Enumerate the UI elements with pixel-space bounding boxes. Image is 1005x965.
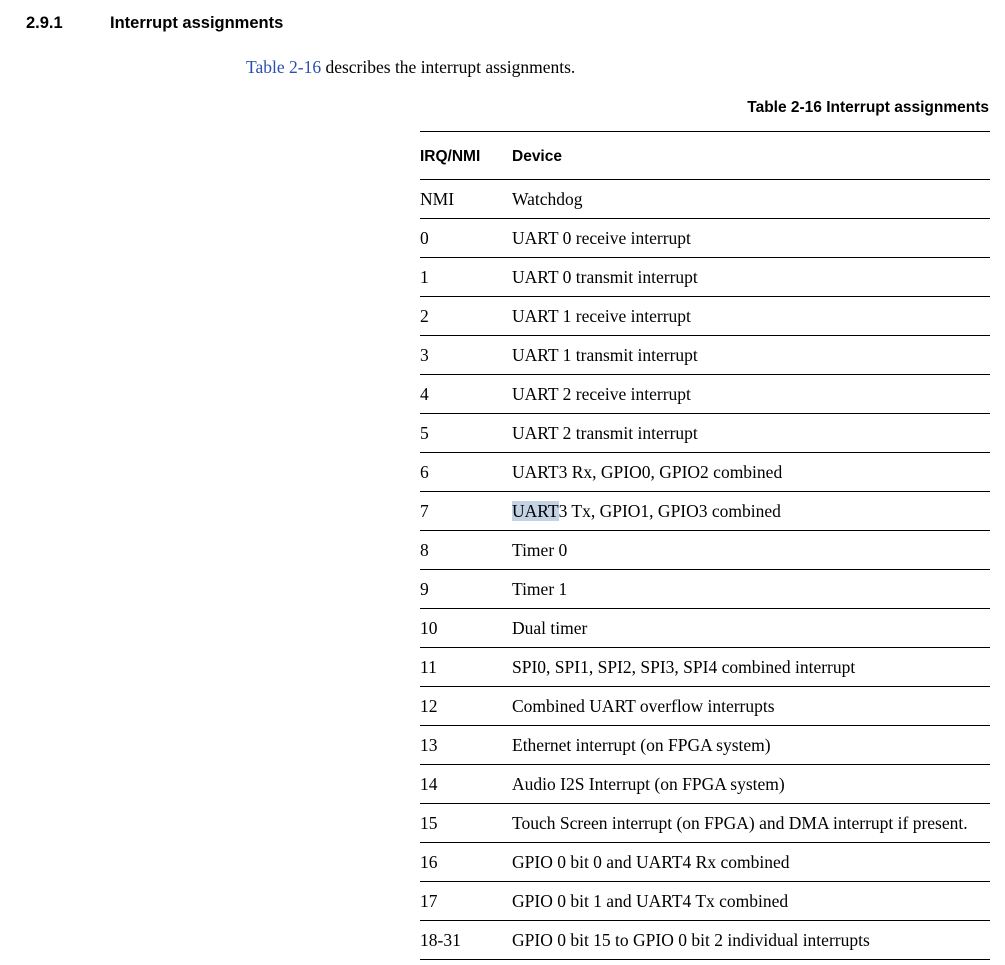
cell-device: UART 0 transmit interrupt (512, 258, 990, 297)
cell-device: UART 2 transmit interrupt (512, 414, 990, 453)
table-row (420, 687, 990, 726)
cell-device: Watchdog (512, 180, 990, 219)
table-caption: Table 2-16 Interrupt assignments (747, 99, 989, 116)
cell-irq: 0 (420, 219, 512, 258)
table-row (420, 765, 990, 804)
cell-irq: 9 (420, 570, 512, 609)
cell-irq: 5 (420, 414, 512, 453)
cell-irq: 1 (420, 258, 512, 297)
cell-irq: 8 (420, 531, 512, 570)
cell-device: GPIO 0 bit 0 and UART4 Rx combined (512, 843, 990, 882)
cell-irq: 7 (420, 492, 512, 531)
table-row (420, 375, 990, 414)
cell-irq: 14 (420, 765, 512, 804)
cell-device: UART 1 transmit interrupt (512, 336, 990, 375)
cell-device: UART 2 receive interrupt (512, 375, 990, 414)
cell-irq: 18-31 (420, 921, 512, 960)
cell-device: Timer 1 (512, 570, 990, 609)
section-heading (26, 14, 283, 33)
table-row (420, 336, 990, 375)
table-row (420, 297, 990, 336)
cell-irq: 13 (420, 726, 512, 765)
cell-irq: 4 (420, 375, 512, 414)
cell-device: SPI0, SPI1, SPI2, SPI3, SPI4 combined interrupt (512, 648, 990, 687)
cell-irq: 6 (420, 453, 512, 492)
cell-device: Ethernet interrupt (on FPGA system) (512, 726, 990, 765)
cell-device: Timer 0 (512, 531, 990, 570)
table-row (420, 414, 990, 453)
table-row (420, 258, 990, 297)
section-number: 2.9.1 (26, 14, 63, 32)
text-selection-highlight: UART (512, 501, 559, 521)
cell-device-text: 3 Tx, GPIO1, GPIO3 combined (558, 501, 781, 521)
cell-device: GPIO 0 bit 15 to GPIO 0 bit 2 individual interrupts (512, 921, 990, 960)
cell-device: UART 0 receive interrupt (512, 219, 990, 258)
table-row (420, 882, 990, 921)
table-row (420, 492, 990, 531)
cell-irq: 2 (420, 297, 512, 336)
cell-irq: 15 (420, 804, 512, 843)
table-row (420, 609, 990, 648)
table-row (420, 843, 990, 882)
table-row (420, 921, 990, 960)
column-header-device: Device (512, 132, 990, 180)
table-row (420, 531, 990, 570)
cell-irq: NMI (420, 180, 512, 219)
cell-irq: 17 (420, 882, 512, 921)
cell-device: Touch Screen interrupt (on FPGA) and DMA interrupt if present. (512, 804, 990, 843)
interrupt-assignments-table (420, 131, 990, 960)
table-row (420, 453, 990, 492)
column-header-irq: IRQ/NMI (420, 132, 512, 180)
table-row (420, 648, 990, 687)
cell-irq: 10 (420, 609, 512, 648)
cell-device (512, 492, 990, 531)
table-row (420, 219, 990, 258)
table-row (420, 726, 990, 765)
section-title: Interrupt assignments (110, 14, 284, 32)
table-row (420, 180, 990, 219)
cell-irq: 16 (420, 843, 512, 882)
cell-device: Combined UART overflow interrupts (512, 687, 990, 726)
table-row (420, 804, 990, 843)
intro-text: describes the interrupt assignments. (321, 57, 576, 77)
cell-irq: 12 (420, 687, 512, 726)
cell-device: GPIO 0 bit 1 and UART4 Tx combined (512, 882, 990, 921)
intro-paragraph (246, 56, 575, 78)
cell-device: UART 1 receive interrupt (512, 297, 990, 336)
cell-irq: 3 (420, 336, 512, 375)
cell-irq: 11 (420, 648, 512, 687)
cell-device: UART3 Rx, GPIO0, GPIO2 combined (512, 453, 990, 492)
table-row (420, 570, 990, 609)
table-crossreference-link[interactable]: Table 2-16 (246, 57, 322, 77)
cell-device: Dual timer (512, 609, 990, 648)
cell-device: Audio I2S Interrupt (on FPGA system) (512, 765, 990, 804)
